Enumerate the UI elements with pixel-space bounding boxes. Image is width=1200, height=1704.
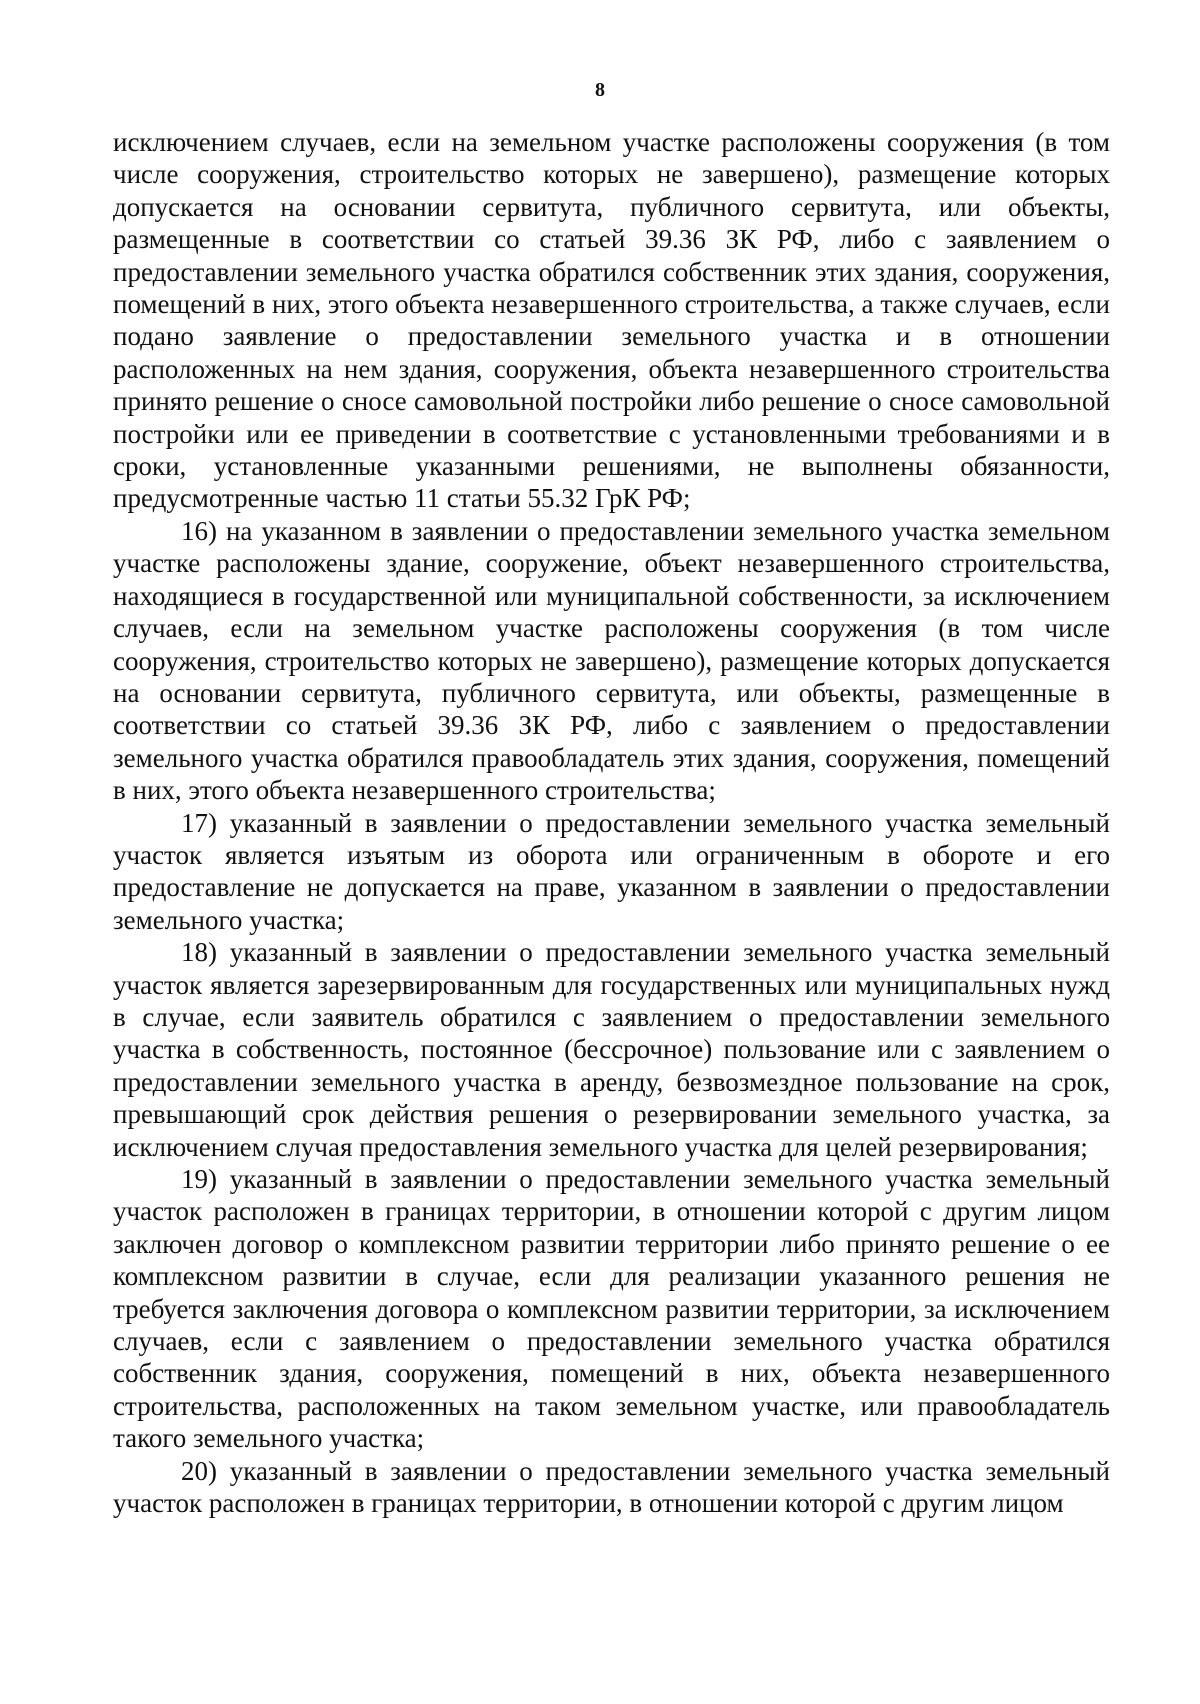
paragraph-item-17: 17) указанный в заявлении о предоставлении земельного участка земельный участок является изъятым из оборота или ограниченным в обороте и его предоставление не допускается на праве, указанном в заявлении о предоставлении земельного участка; bbox=[113, 807, 1110, 935]
paragraph-item-18: 18) указанный в заявлении о предоставлении земельного участка земельный участок является зарезервированным для государственных или муниципальных нужд в случае, если заявитель обратился с заявлением о предоставлении земельного участка в собственность, постоянное (бессрочное) пользование или с заявлением о предоставлении земельного участка в аренду, безвозмездное пользование на срок, превышающий срок действия решения о резервировании земельного участка, за исключением случая предоставления земельного участка для целей резервирования; bbox=[113, 937, 1110, 1162]
paragraph-item-19: 19) указанный в заявлении о предоставлении земельного участка земельный участок расположен в границах территории, в отношении которой с другим лицом заключен договор о комплексном развитии территории либо принято решение о ее комплексном развитии в случае, если для реализации указанного решения не требуется заключения договора о комплексном развитии территории, за исключением случаев, если с заявлением о предоставлении земельного участка обратился собственник здания, сооружения, помещений в них, объекта незавершенного строительства, расположенных на таком земельном участке, или правообладатель такого земельного участка; bbox=[113, 1164, 1110, 1454]
document-body bbox=[113, 126, 1110, 1519]
paragraph-continuation: исключением случаев, если на земельном участке расположены сооружения (в том числе сооружения, строительство которых не завершено), размещение которых допускается на основании сервитута, публичного сервитута, или объекты, размещенные в соответствии со статьей 39.36 ЗК РФ, либо с заявлением о предоставлении земельного участка обратился собственник этих здания, сооружения, помещений в них, этого объекта незавершенного строительства, а также случаев, если подано заявление о предоставлении земельного участка и в отношении расположенных на нем здания, сооружения, объекта незавершенного строительства принято решение о сносе самовольной постройки либо решение о сносе самовольной постройки или ее приведении в соответствие с установленными требованиями и в сроки, установленные указанными решениями, не выполнены обязанности, предусмотренные частью 11 статьи 55.32 ГрК РФ; bbox=[113, 127, 1110, 514]
paragraph-item-20: 20) указанный в заявлении о предоставлении земельного участка земельный участок расположен в границах территории, в отношении которой с другим лицом bbox=[113, 1455, 1110, 1519]
page-number: 8 bbox=[595, 79, 605, 101]
paragraph-item-16: 16) на указанном в заявлении о предоставлении земельного участка земельном участке расположены здание, сооружение, объект незавершенного строительства, находящиеся в государственной или муниципальной собственности, за исключением случаев, если на земельном участке расположены сооружения (в том числе сооружения, строительство которых не завершено), размещение которых допускается на основании сервитута, публичного сервитута, или объекты, размещенные в соответствии со статьей 39.36 ЗК РФ, либо с заявлением о предоставлении земельного участка обратился правообладатель этих здания, сооружения, помещений в них, этого объекта незавершенного строительства; bbox=[113, 515, 1110, 806]
